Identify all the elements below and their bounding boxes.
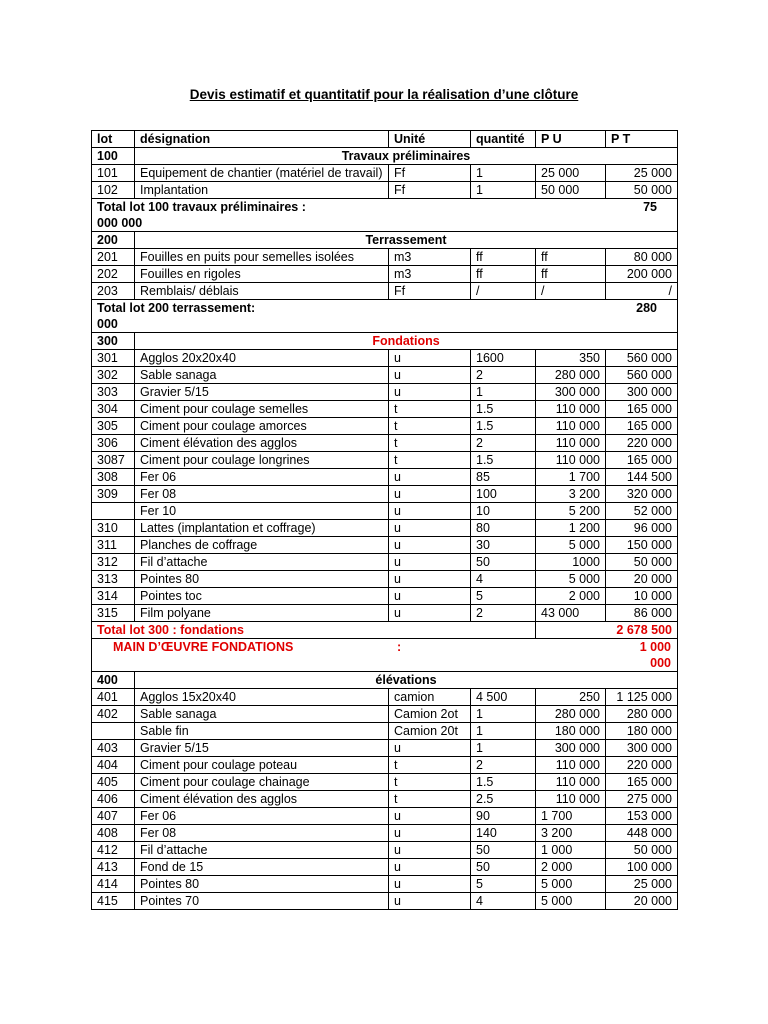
labor-value: 1 000 xyxy=(639,640,671,654)
row-lot: 408 xyxy=(92,825,135,842)
row-unite: u xyxy=(389,367,471,384)
section-title: Travaux préliminaires xyxy=(135,148,678,165)
table-row xyxy=(92,452,678,469)
row-quantite: 2 xyxy=(471,605,536,622)
section-lot: 300 xyxy=(92,333,135,350)
row-quantite: 140 xyxy=(471,825,536,842)
row-designation: Fer 06 xyxy=(135,469,389,486)
row-designation: Pointes 70 xyxy=(135,893,389,910)
row-pt: 52 000 xyxy=(606,503,678,520)
row-pu: 110 000 xyxy=(536,401,606,418)
row-unite: Ff xyxy=(389,165,471,182)
row-unite: m3 xyxy=(389,266,471,283)
row-pu: ff xyxy=(536,249,606,266)
table-row xyxy=(92,418,678,435)
row-designation: Gravier 5/15 xyxy=(135,740,389,757)
total-row xyxy=(92,300,678,333)
table-row xyxy=(92,571,678,588)
row-lot: 414 xyxy=(92,876,135,893)
row-unite: u xyxy=(389,384,471,401)
row-pt: 86 000 xyxy=(606,605,678,622)
row-quantite: 1.5 xyxy=(471,774,536,791)
row-lot: 412 xyxy=(92,842,135,859)
row-lot: 415 xyxy=(92,893,135,910)
row-designation: Fond de 15 xyxy=(135,859,389,876)
row-designation: Ciment élévation des agglos xyxy=(135,435,389,452)
row-pt: 10 000 xyxy=(606,588,678,605)
row-quantite: 4 500 xyxy=(471,689,536,706)
total-value-continued: 000 000 xyxy=(97,216,143,230)
row-pu: 3 200 xyxy=(536,486,606,503)
row-pu: 110 000 xyxy=(536,418,606,435)
row-designation: Fer 06 xyxy=(135,808,389,825)
table-row xyxy=(92,588,678,605)
table-row xyxy=(92,503,678,520)
row-quantite: 1.5 xyxy=(471,401,536,418)
row-unite: m3 xyxy=(389,249,471,266)
row-pt: 165 000 xyxy=(606,452,678,469)
header-lot: lot xyxy=(92,131,135,148)
labor-label-cell xyxy=(92,639,678,672)
table-row xyxy=(92,435,678,452)
row-unite: u xyxy=(389,571,471,588)
row-unite: t xyxy=(389,774,471,791)
row-pu: 5 000 xyxy=(536,876,606,893)
table-row xyxy=(92,350,678,367)
row-pu: 5 000 xyxy=(536,571,606,588)
table-row xyxy=(92,486,678,503)
row-designation: Fer 10 xyxy=(135,503,389,520)
table-row xyxy=(92,723,678,740)
labor-row xyxy=(92,639,678,672)
row-quantite: 2 xyxy=(471,757,536,774)
row-pu: / xyxy=(536,283,606,300)
row-unite: u xyxy=(389,520,471,537)
total-value: 280 xyxy=(636,301,657,315)
row-pu: 1 700 xyxy=(536,808,606,825)
row-pt: 150 000 xyxy=(606,537,678,554)
row-quantite: 1 xyxy=(471,384,536,401)
row-unite: t xyxy=(389,435,471,452)
row-lot: 310 xyxy=(92,520,135,537)
labor-colon: : xyxy=(397,640,402,654)
row-lot: 315 xyxy=(92,605,135,622)
row-unite: u xyxy=(389,740,471,757)
row-designation: Fer 08 xyxy=(135,486,389,503)
row-pu: 25 000 xyxy=(536,165,606,182)
row-quantite: 2 xyxy=(471,435,536,452)
row-pu: 1 200 xyxy=(536,520,606,537)
row-designation: Lattes (implantation et coffrage) xyxy=(135,520,389,537)
row-quantite: 4 xyxy=(471,893,536,910)
table-row xyxy=(92,165,678,182)
row-unite: u xyxy=(389,876,471,893)
row-pt: 1 125 000 xyxy=(606,689,678,706)
row-unite: Camion 20t xyxy=(389,723,471,740)
table-row xyxy=(92,842,678,859)
row-unite: u xyxy=(389,825,471,842)
row-quantite: 50 xyxy=(471,842,536,859)
row-pu: 43 000 xyxy=(536,605,606,622)
row-pu: ff xyxy=(536,266,606,283)
row-unite: u xyxy=(389,859,471,876)
row-lot xyxy=(92,503,135,520)
row-quantite: 85 xyxy=(471,469,536,486)
row-pu: 110 000 xyxy=(536,791,606,808)
table-row xyxy=(92,266,678,283)
row-pt: 20 000 xyxy=(606,893,678,910)
row-designation: Fil d’attache xyxy=(135,554,389,571)
table-row xyxy=(92,520,678,537)
row-designation: Planches de coffrage xyxy=(135,537,389,554)
row-quantite: 1600 xyxy=(471,350,536,367)
table-row xyxy=(92,537,678,554)
row-pu: 1 000 xyxy=(536,842,606,859)
row-pt: 25 000 xyxy=(606,165,678,182)
row-designation: Pointes 80 xyxy=(135,571,389,588)
row-designation: Pointes toc xyxy=(135,588,389,605)
row-pt: 220 000 xyxy=(606,757,678,774)
row-pu: 5 200 xyxy=(536,503,606,520)
row-pt: 25 000 xyxy=(606,876,678,893)
row-lot: 303 xyxy=(92,384,135,401)
row-unite: u xyxy=(389,588,471,605)
row-pu: 110 000 xyxy=(536,774,606,791)
row-unite: u xyxy=(389,842,471,859)
row-unite: u xyxy=(389,486,471,503)
section-lot: 100 xyxy=(92,148,135,165)
total-label: Total lot 300 : fondations xyxy=(92,622,536,639)
row-designation: Sable fin xyxy=(135,723,389,740)
row-pt: 300 000 xyxy=(606,740,678,757)
row-quantite: 1.5 xyxy=(471,418,536,435)
table-row xyxy=(92,689,678,706)
document-title: Devis estimatif et quantitatif pour la réalisation d’une clôture xyxy=(189,87,579,102)
row-lot: 403 xyxy=(92,740,135,757)
row-lot: 301 xyxy=(92,350,135,367)
row-quantite: / xyxy=(471,283,536,300)
row-unite: u xyxy=(389,808,471,825)
row-pu: 3 200 xyxy=(536,825,606,842)
row-quantite: 90 xyxy=(471,808,536,825)
row-pt: 50 000 xyxy=(606,182,678,199)
row-lot: 203 xyxy=(92,283,135,300)
row-pu: 50 000 xyxy=(536,182,606,199)
row-designation: Agglos 15x20x40 xyxy=(135,689,389,706)
header-pu: P U xyxy=(536,131,606,148)
row-unite: u xyxy=(389,469,471,486)
row-pu: 300 000 xyxy=(536,384,606,401)
total-label-text: Total lot 100 travaux préliminaires : xyxy=(97,200,306,214)
table-row xyxy=(92,605,678,622)
section-title: Terrassement xyxy=(135,232,678,249)
header-row xyxy=(92,131,678,148)
row-pt: 100 000 xyxy=(606,859,678,876)
row-unite: Ff xyxy=(389,182,471,199)
table-row xyxy=(92,249,678,266)
row-quantite: ff xyxy=(471,249,536,266)
total-row xyxy=(92,199,678,232)
table-row xyxy=(92,283,678,300)
row-lot: 102 xyxy=(92,182,135,199)
row-quantite: 50 xyxy=(471,554,536,571)
quote-table xyxy=(91,130,678,910)
row-pu: 1 700 xyxy=(536,469,606,486)
row-lot: 306 xyxy=(92,435,135,452)
total-label-text: Total lot 200 terrassement: xyxy=(97,301,256,315)
row-quantite: 2 xyxy=(471,367,536,384)
header-designation: désignation xyxy=(135,131,389,148)
row-quantite: 80 xyxy=(471,520,536,537)
row-designation: Ciment pour coulage semelles xyxy=(135,401,389,418)
row-pt: 320 000 xyxy=(606,486,678,503)
row-lot: 308 xyxy=(92,469,135,486)
row-pt: 560 000 xyxy=(606,350,678,367)
row-pt: 165 000 xyxy=(606,418,678,435)
row-unite: u xyxy=(389,605,471,622)
row-designation: Pointes 80 xyxy=(135,876,389,893)
table-row xyxy=(92,757,678,774)
row-designation: Remblais/ déblais xyxy=(135,283,389,300)
row-lot: 309 xyxy=(92,486,135,503)
row-pu: 1000 xyxy=(536,554,606,571)
row-lot: 313 xyxy=(92,571,135,588)
row-unite: u xyxy=(389,554,471,571)
row-pu: 5 000 xyxy=(536,893,606,910)
row-designation: Ciment élévation des agglos xyxy=(135,791,389,808)
table-row xyxy=(92,859,678,876)
row-pu: 250 xyxy=(536,689,606,706)
table-row xyxy=(92,876,678,893)
row-designation: Gravier 5/15 xyxy=(135,384,389,401)
total-value: 75 xyxy=(643,200,657,214)
total-label xyxy=(92,300,678,333)
row-unite: camion xyxy=(389,689,471,706)
row-quantite: 1.5 xyxy=(471,452,536,469)
row-lot: 3087 xyxy=(92,452,135,469)
row-lot: 402 xyxy=(92,706,135,723)
row-designation: Fer 08 xyxy=(135,825,389,842)
table-row xyxy=(92,825,678,842)
row-lot: 202 xyxy=(92,266,135,283)
section-lot: 200 xyxy=(92,232,135,249)
row-lot: 312 xyxy=(92,554,135,571)
row-designation: Equipement de chantier (matériel de travail) xyxy=(135,165,389,182)
row-unite: t xyxy=(389,452,471,469)
row-pt: 50 000 xyxy=(606,554,678,571)
row-designation: Fouilles en puits pour semelles isolées xyxy=(135,249,389,266)
section-row xyxy=(92,333,678,350)
row-lot: 405 xyxy=(92,774,135,791)
labor-label: MAIN D’ŒUVRE FONDATIONS xyxy=(113,640,294,654)
row-lot: 311 xyxy=(92,537,135,554)
table-row xyxy=(92,740,678,757)
row-pt: 50 000 xyxy=(606,842,678,859)
row-quantite: ff xyxy=(471,266,536,283)
row-unite: t xyxy=(389,791,471,808)
table-row xyxy=(92,791,678,808)
labor-value-continued: 000 xyxy=(650,656,671,670)
row-pt: 560 000 xyxy=(606,367,678,384)
row-unite: Camion 2ot xyxy=(389,706,471,723)
table-row xyxy=(92,469,678,486)
header-unite: Unité xyxy=(389,131,471,148)
row-designation: Implantation xyxy=(135,182,389,199)
row-pu: 2 000 xyxy=(536,859,606,876)
row-unite: u xyxy=(389,350,471,367)
row-quantite: 1 xyxy=(471,723,536,740)
row-lot: 302 xyxy=(92,367,135,384)
row-pu: 350 xyxy=(536,350,606,367)
row-designation: Ciment pour coulage longrines xyxy=(135,452,389,469)
total-row xyxy=(92,622,678,639)
row-lot: 407 xyxy=(92,808,135,825)
row-quantite: 4 xyxy=(471,571,536,588)
table-row xyxy=(92,384,678,401)
table-row xyxy=(92,182,678,199)
row-quantite: 5 xyxy=(471,588,536,605)
table-row xyxy=(92,774,678,791)
table-row xyxy=(92,554,678,571)
section-lot: 400 xyxy=(92,672,135,689)
row-pt: 300 000 xyxy=(606,384,678,401)
row-pu: 280 000 xyxy=(536,706,606,723)
section-title: élévations xyxy=(135,672,678,689)
row-quantite: 1 xyxy=(471,706,536,723)
section-title: Fondations xyxy=(135,333,678,350)
row-pt: 280 000 xyxy=(606,706,678,723)
table-row xyxy=(92,706,678,723)
row-lot: 304 xyxy=(92,401,135,418)
row-pt: / xyxy=(606,283,678,300)
row-pt: 153 000 xyxy=(606,808,678,825)
row-designation: Sable sanaga xyxy=(135,367,389,384)
row-quantite: 1 xyxy=(471,740,536,757)
row-lot: 314 xyxy=(92,588,135,605)
total-value-continued: 000 xyxy=(97,317,118,331)
row-lot: 305 xyxy=(92,418,135,435)
header-quantite: quantité xyxy=(471,131,536,148)
row-quantite: 30 xyxy=(471,537,536,554)
row-designation: Ciment pour coulage poteau xyxy=(135,757,389,774)
row-quantite: 50 xyxy=(471,859,536,876)
row-unite: t xyxy=(389,401,471,418)
row-quantite: 10 xyxy=(471,503,536,520)
row-lot: 101 xyxy=(92,165,135,182)
row-pt: 144 500 xyxy=(606,469,678,486)
row-pt: 180 000 xyxy=(606,723,678,740)
section-row xyxy=(92,148,678,165)
table-row xyxy=(92,367,678,384)
row-designation: Film polyane xyxy=(135,605,389,622)
row-pt: 448 000 xyxy=(606,825,678,842)
row-designation: Fil d’attache xyxy=(135,842,389,859)
table-row xyxy=(92,893,678,910)
row-pu: 300 000 xyxy=(536,740,606,757)
row-pt: 80 000 xyxy=(606,249,678,266)
row-pu: 280 000 xyxy=(536,367,606,384)
section-row xyxy=(92,232,678,249)
row-pt: 275 000 xyxy=(606,791,678,808)
row-unite: Ff xyxy=(389,283,471,300)
row-pu: 2 000 xyxy=(536,588,606,605)
row-pt: 165 000 xyxy=(606,774,678,791)
row-pu: 110 000 xyxy=(536,435,606,452)
row-pu: 110 000 xyxy=(536,452,606,469)
row-lot: 401 xyxy=(92,689,135,706)
row-lot: 413 xyxy=(92,859,135,876)
row-lot: 406 xyxy=(92,791,135,808)
row-pt: 165 000 xyxy=(606,401,678,418)
row-quantite: 1 xyxy=(471,182,536,199)
row-pt: 220 000 xyxy=(606,435,678,452)
total-value: 2 678 500 xyxy=(536,622,678,639)
row-pu: 110 000 xyxy=(536,757,606,774)
row-pu: 5 000 xyxy=(536,537,606,554)
row-designation: Fouilles en rigoles xyxy=(135,266,389,283)
section-row xyxy=(92,672,678,689)
row-pt: 96 000 xyxy=(606,520,678,537)
row-lot xyxy=(92,723,135,740)
row-quantite: 2.5 xyxy=(471,791,536,808)
table-row xyxy=(92,808,678,825)
row-designation: Ciment pour coulage chainage xyxy=(135,774,389,791)
row-pt: 200 000 xyxy=(606,266,678,283)
row-designation: Ciment pour coulage amorces xyxy=(135,418,389,435)
row-pu: 180 000 xyxy=(536,723,606,740)
total-label xyxy=(92,199,678,232)
row-pt: 20 000 xyxy=(606,571,678,588)
row-designation: Sable sanaga xyxy=(135,706,389,723)
row-lot: 404 xyxy=(92,757,135,774)
row-quantite: 5 xyxy=(471,876,536,893)
row-unite: t xyxy=(389,418,471,435)
row-unite: u xyxy=(389,537,471,554)
row-unite: t xyxy=(389,757,471,774)
row-designation: Agglos 20x20x40 xyxy=(135,350,389,367)
row-unite: u xyxy=(389,893,471,910)
header-pt: P T xyxy=(606,131,678,148)
row-lot: 201 xyxy=(92,249,135,266)
row-quantite: 100 xyxy=(471,486,536,503)
row-unite: u xyxy=(389,503,471,520)
row-quantite: 1 xyxy=(471,165,536,182)
table-row xyxy=(92,401,678,418)
